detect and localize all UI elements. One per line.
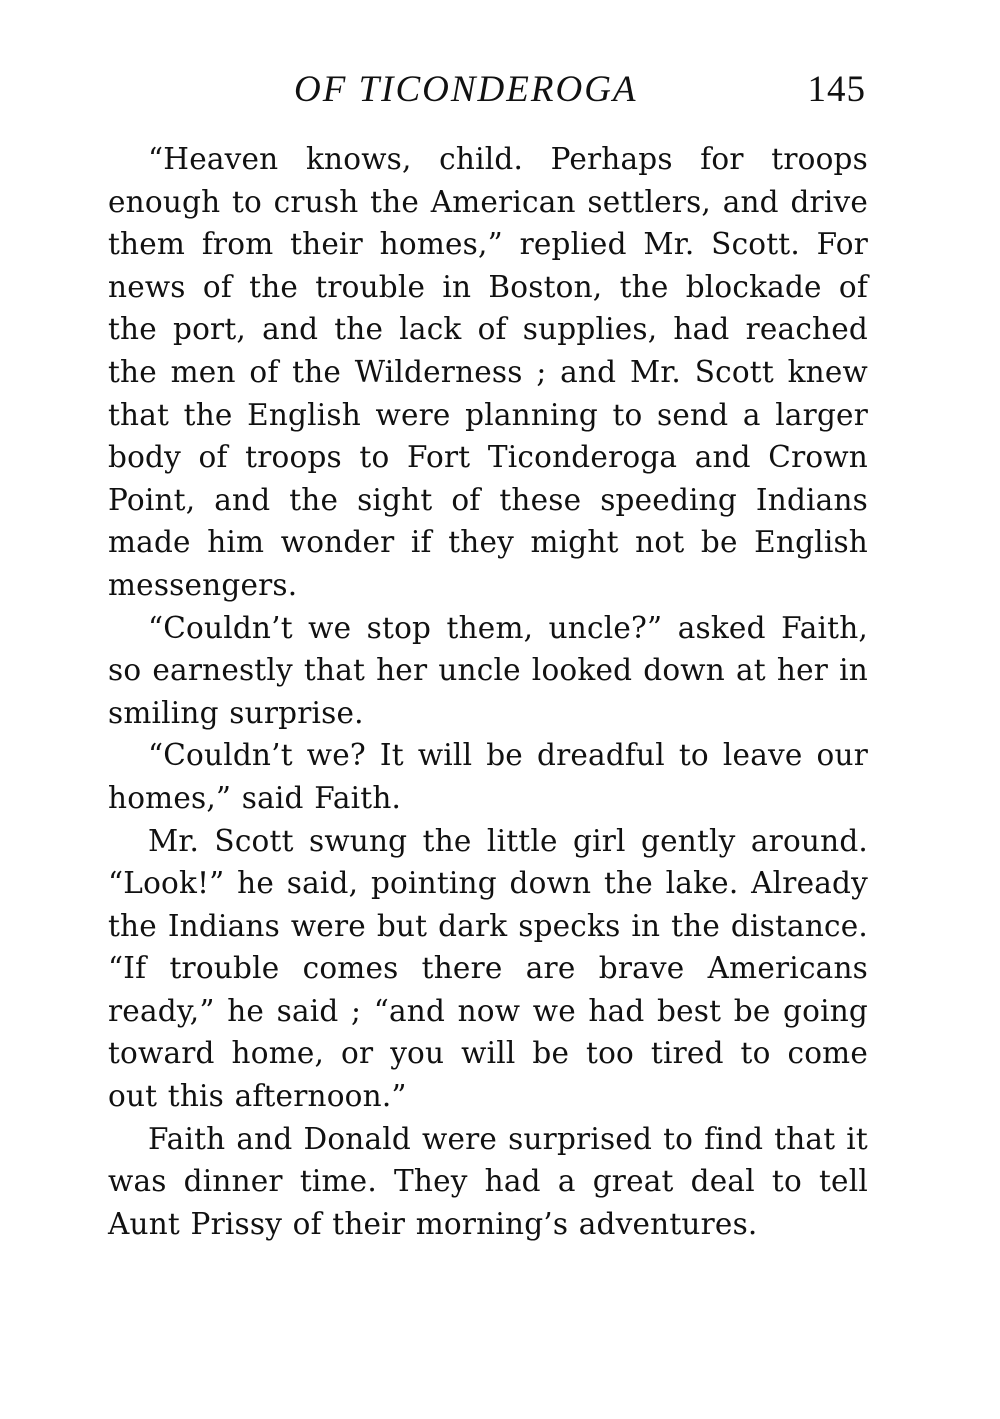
running-title: OF TICONDEROGA [294, 69, 638, 110]
body-text [108, 138, 868, 1245]
paragraph: Faith and Donald were surprised to find that it was dinner time. They had a great deal to tell Aunt Prissy of their morning’s adventures. [108, 1121, 868, 1241]
paragraph: “Couldn’t we stop them, uncle?” asked Faith, so earnestly that her uncle looked down at her in smiling surprise. [108, 610, 868, 730]
paragraph: Mr. Scott swung the little girl gently around. “Look!” he said, pointing down the lake. Already the Indians were but dark specks in the distance. “If trouble comes there are brave Americans ready,” he said ; “and now we had best be going toward home, or you will be too tired to come out this afternoon.” [108, 823, 868, 1114]
page-number: 145 [807, 69, 866, 110]
paragraph: “Heaven knows, child. Perhaps for troops enough to crush the American settlers, and drive them from their homes,” replied Mr. Scott. For news of the trouble in Boston, the blockade of the port, and the lack of supplies, had reached the men of the Wilderness ; and Mr. Scott knew that the English were planning to send a larger body of troops to Fort Ticonderoga and Crown Point, and the sight of these speeding Indians made him wonder if they might not be English messengers. [108, 142, 868, 602]
paragraph: “Couldn’t we? It will be dreadful to leave our homes,” said Faith. [108, 738, 868, 815]
page-header [108, 68, 872, 118]
